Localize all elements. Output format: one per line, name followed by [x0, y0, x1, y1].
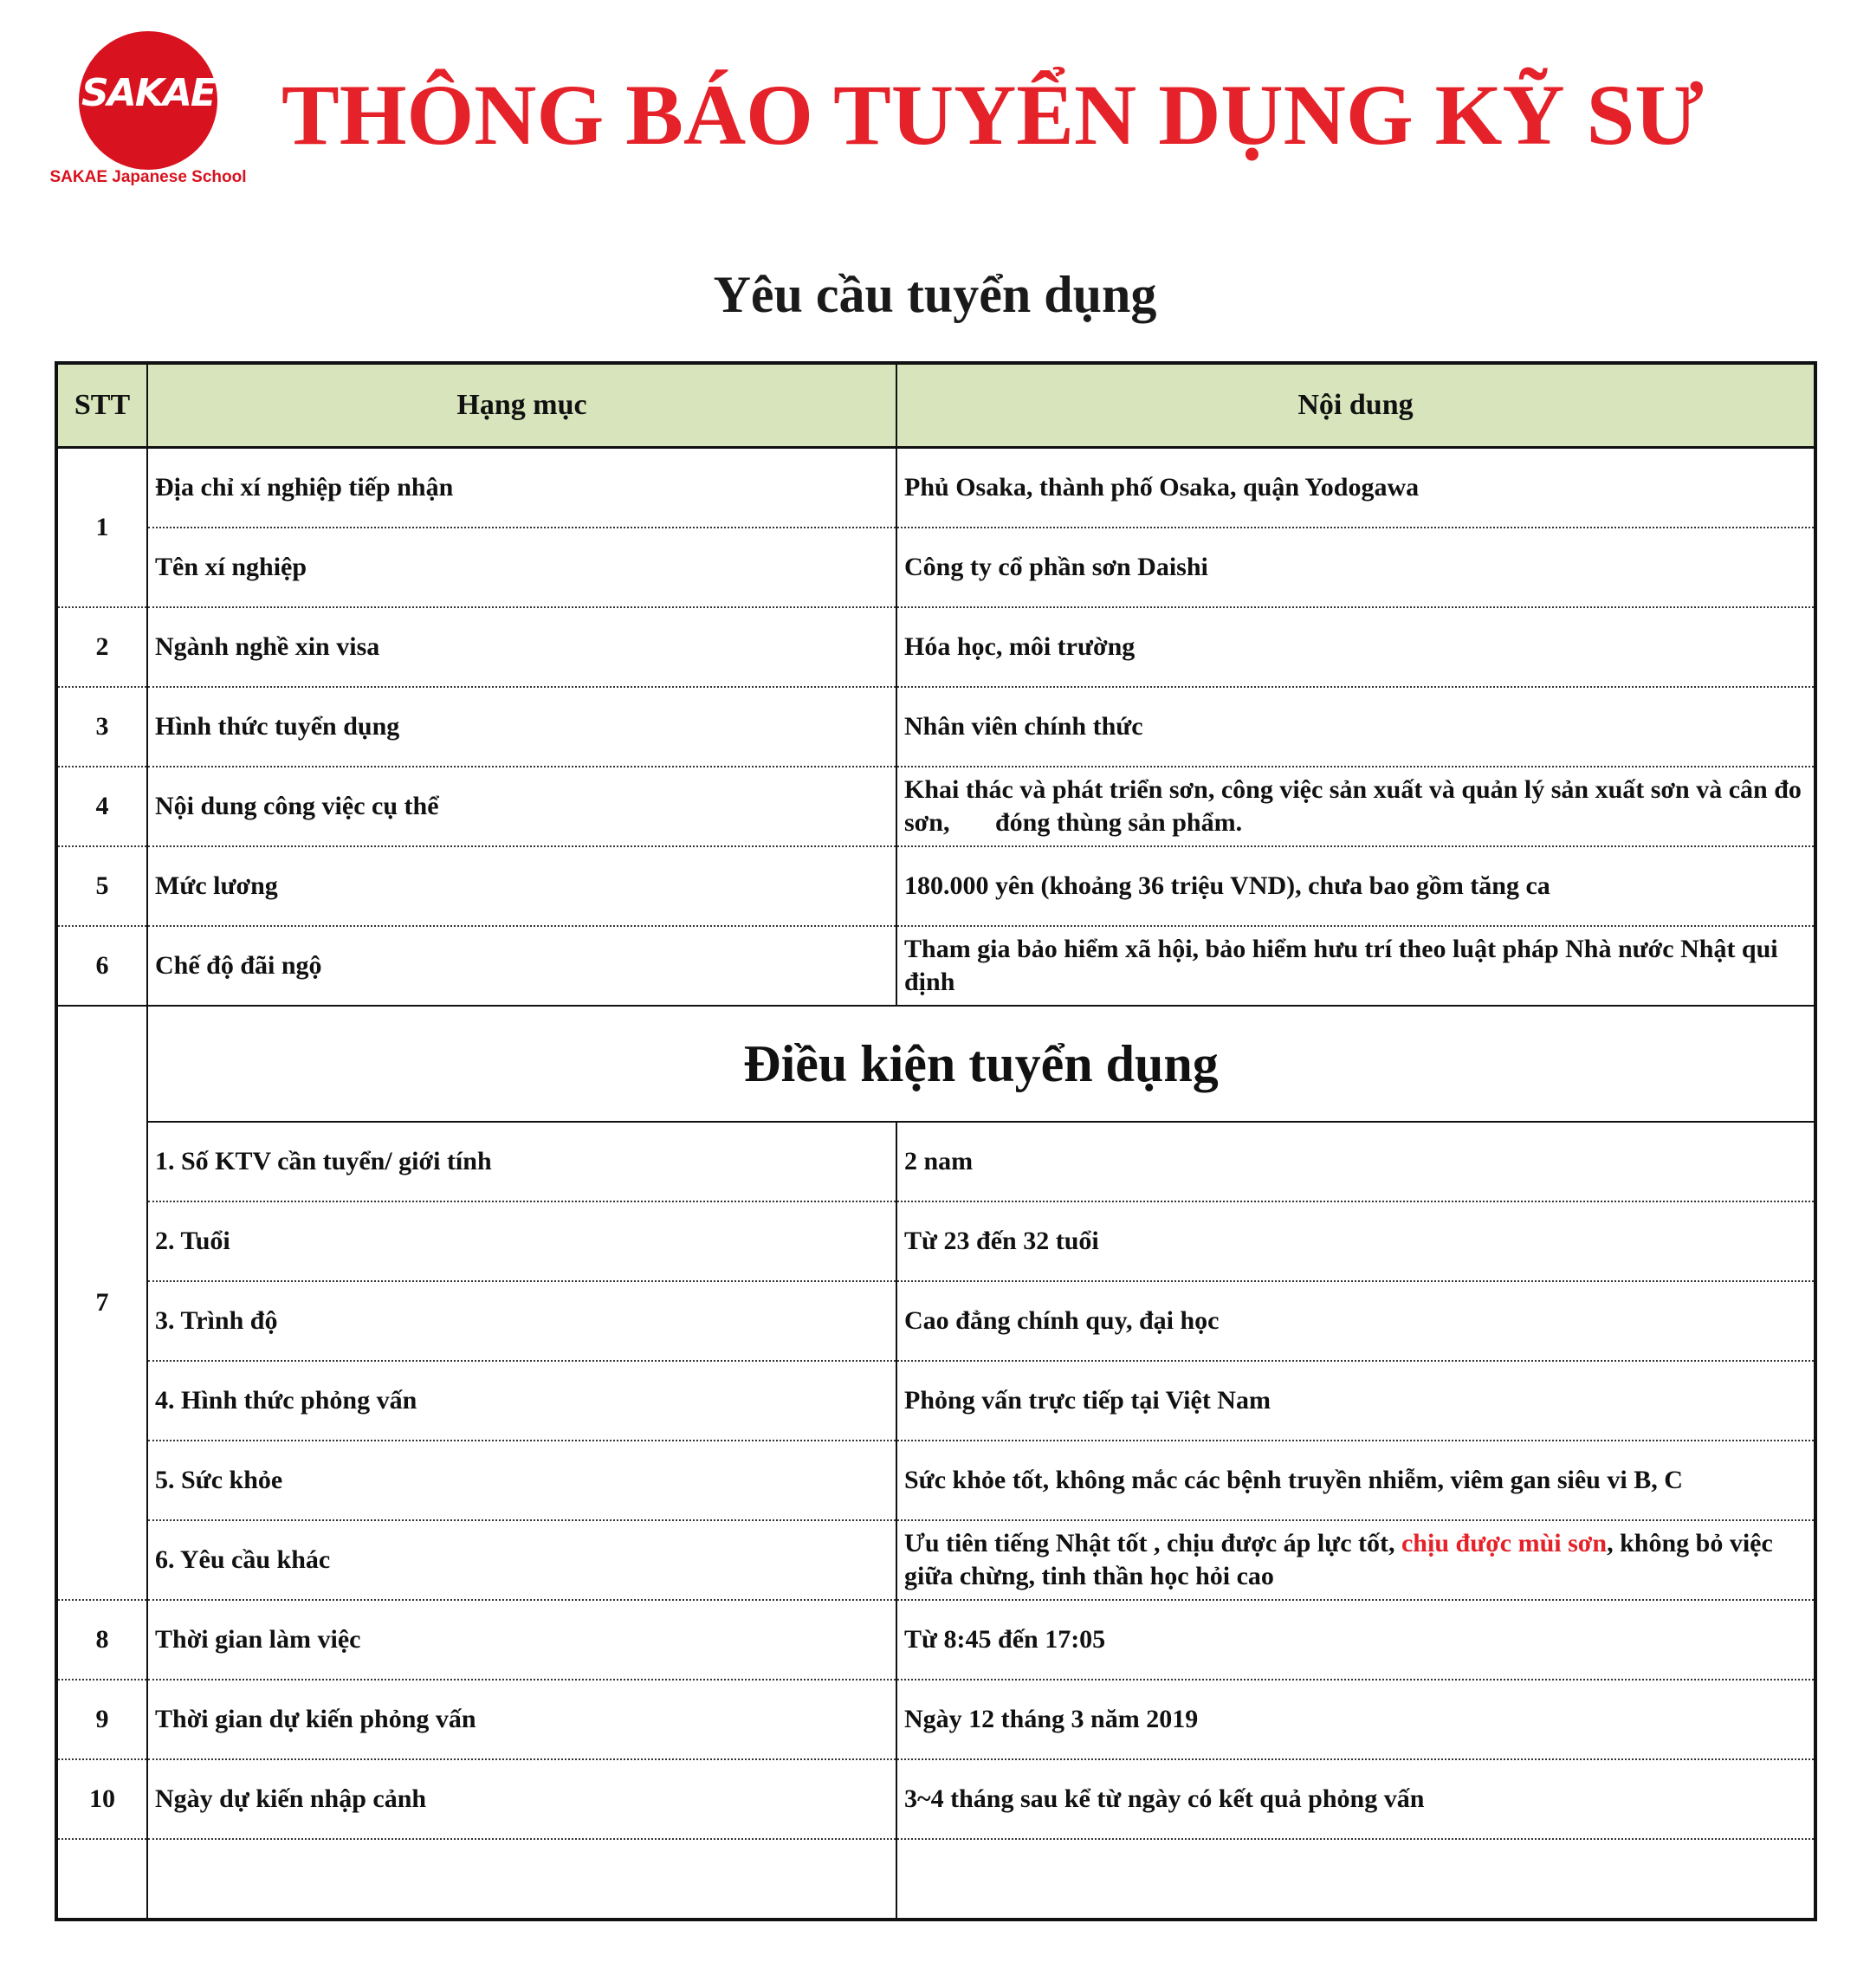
row-content: Phỏng vấn trực tiếp tại Việt Nam	[896, 1361, 1815, 1441]
row-stt: 5	[56, 846, 147, 926]
row-stt: 1	[56, 448, 147, 608]
table-row	[56, 607, 1815, 687]
page-title: THÔNG BÁO TUYỂN DỤNG KỸ SƯ	[281, 67, 1704, 163]
table-row	[56, 1600, 1815, 1680]
table-row	[56, 1680, 1815, 1759]
row-item: Chế độ đãi ngộ	[147, 926, 896, 1006]
row-content: Công ty cổ phần sơn Daishi	[896, 528, 1815, 607]
row-content: Tham gia bảo hiểm xã hội, bảo hiểm hưu trí theo luật pháp Nhà nước Nhật qui định	[896, 926, 1815, 1006]
table-row	[56, 687, 1815, 767]
empty-cell	[147, 1839, 896, 1920]
row-item: 4. Hình thức phỏng vấn	[147, 1361, 896, 1441]
conditions-heading: Điều kiện tuyển dụng	[147, 1006, 1815, 1122]
logo-caption: SAKAE Japanese School	[49, 168, 247, 186]
table-row	[56, 448, 1815, 528]
row-stt: 4	[56, 767, 147, 846]
table-row	[56, 1441, 1815, 1520]
row-content: Hóa học, môi trường	[896, 607, 1815, 687]
empty-row	[56, 1839, 1815, 1920]
row-content: 3~4 tháng sau kể từ ngày có kết quả phỏng vấn	[896, 1759, 1815, 1839]
row-stt: 3	[56, 687, 147, 767]
row-item: 2. Tuổi	[147, 1201, 896, 1281]
row-stt: 8	[56, 1600, 147, 1680]
table-row	[56, 1281, 1815, 1361]
row-content: Ngày 12 tháng 3 năm 2019	[896, 1680, 1815, 1759]
row-item: Địa chỉ xí nghiệp tiếp nhận	[147, 448, 896, 528]
table-row	[56, 767, 1815, 846]
row-content: Từ 8:45 đến 17:05	[896, 1600, 1815, 1680]
table-row	[56, 1122, 1815, 1201]
row-stt: 6	[56, 926, 147, 1006]
row-content: Phủ Osaka, thành phố Osaka, quận Yodogawa	[896, 448, 1815, 528]
table-header-row	[56, 363, 1815, 448]
table-row	[56, 926, 1815, 1006]
row-content: Sức khỏe tốt, không mắc các bệnh truyền nhiễm, viêm gan siêu vi B, C	[896, 1441, 1815, 1520]
row-item: Thời gian làm việc	[147, 1600, 896, 1680]
school-logo	[49, 31, 248, 196]
empty-cell	[896, 1839, 1815, 1920]
row-stt: 2	[56, 607, 147, 687]
row-item: Thời gian dự kiến phỏng vấn	[147, 1680, 896, 1759]
row-item: 3. Trình độ	[147, 1281, 896, 1361]
row-item: 1. Số KTV cần tuyển/ giới tính	[147, 1122, 896, 1201]
conditions-heading-row	[56, 1006, 1815, 1122]
table-row	[56, 1361, 1815, 1441]
table-row	[56, 1520, 1815, 1600]
row-item: Tên xí nghiệp	[147, 528, 896, 607]
empty-cell	[56, 1839, 147, 1920]
row-item: 6. Yêu cầu khác	[147, 1520, 896, 1600]
row-item: Ngành nghề xin visa	[147, 607, 896, 687]
content-part: , không bỏ việc giữa chừng, tinh thần học hỏi cao	[904, 1529, 1773, 1590]
row-content: Nhân viên chính thức	[896, 687, 1815, 767]
content-part: Ưu tiên tiếng Nhật tốt , chịu được áp lực tốt,	[904, 1529, 1401, 1557]
row-content: Khai thác và phát triển sơn, công việc sản xuất và quản lý sản xuất sơn và cân đo sơn, đóng thùng sản phẩm.	[896, 767, 1815, 846]
header-content: Nội dung	[896, 363, 1815, 448]
table-row	[56, 846, 1815, 926]
table-row	[56, 1201, 1815, 1281]
row-item: Mức lương	[147, 846, 896, 926]
highlight-text: chịu được mùi sơn	[1401, 1529, 1608, 1557]
header-item: Hạng mục	[147, 363, 896, 448]
logo-text: SAKAE	[81, 71, 215, 115]
table-row	[56, 528, 1815, 607]
row-item: Hình thức tuyển dụng	[147, 687, 896, 767]
row-content: Từ 23 đến 32 tuổi	[896, 1201, 1815, 1281]
row-stt: 7	[56, 1006, 147, 1600]
recruitment-table	[55, 361, 1817, 1921]
row-stt: 10	[56, 1759, 147, 1839]
row-content: 2 nam	[896, 1122, 1815, 1201]
row-content: Cao đẳng chính quy, đại học	[896, 1281, 1815, 1361]
table-row	[56, 1759, 1815, 1839]
row-item: 5. Sức khỏe	[147, 1441, 896, 1520]
header-stt: STT	[56, 363, 147, 448]
section-title: Yêu cầu tuyển dụng	[713, 266, 1157, 323]
row-item: Ngày dự kiến nhập cảnh	[147, 1759, 896, 1839]
row-content: 180.000 yên (khoảng 36 triệu VND), chưa bao gồm tăng ca	[896, 846, 1815, 926]
row-content	[896, 1520, 1815, 1600]
row-stt: 9	[56, 1680, 147, 1759]
row-item: Nội dung công việc cụ thể	[147, 767, 896, 846]
